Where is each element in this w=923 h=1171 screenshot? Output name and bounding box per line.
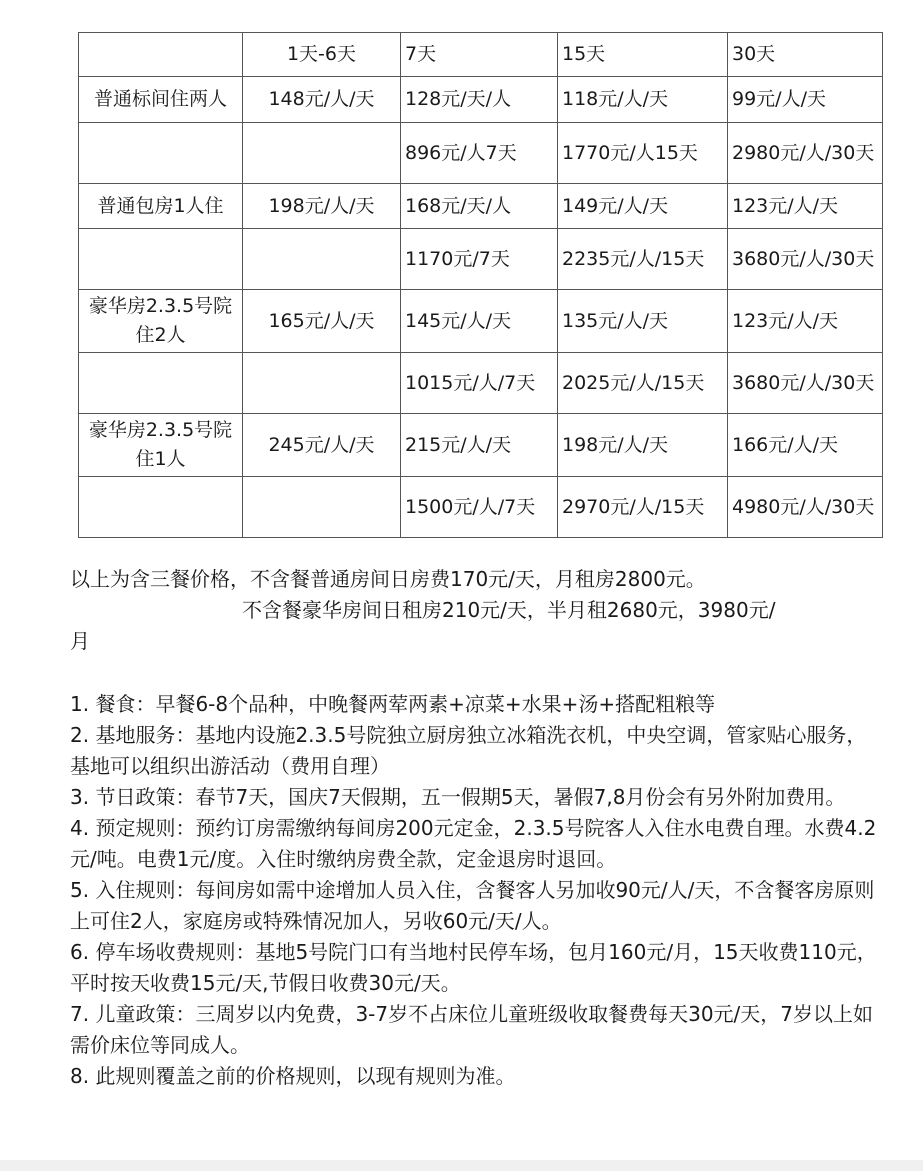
room-type-cell: [79, 353, 243, 414]
table-cell: 198元/人/天: [558, 414, 728, 477]
table-cell: 245元/人/天: [243, 414, 401, 477]
table-cell: [243, 229, 401, 290]
table-row: [79, 184, 883, 229]
rule-item: 1. 餐食：早餐6-8个品种，中晚餐两荤两素+凉菜+水果+汤+搭配粗粮等: [70, 692, 716, 716]
rule-item: 2. 基地服务：基地内设施2.3.5号院独立厨房独立冰箱洗衣机，中央空调，管家贴心服务，基地可以组织出游活动（费用自理）: [70, 723, 867, 778]
table-row: [79, 123, 883, 184]
table-cell: 2980元/人/30天: [728, 123, 883, 184]
rules-list: [70, 689, 882, 1092]
table-row: [79, 414, 883, 477]
room-type-cell: [79, 477, 243, 538]
meal-price-note: 以上为含三餐价格，不含餐普通房间日房费170元/天，月租房2800元。: [70, 567, 706, 591]
room-type-cell: [79, 229, 243, 290]
luxury-price-note-end: 月: [70, 629, 90, 653]
table-cell: 1500元/人/7天: [401, 477, 558, 538]
table-cell: 2235元/人/15天: [558, 229, 728, 290]
bottom-edge: [0, 1160, 923, 1171]
table-cell: 128元/天/人: [401, 77, 558, 123]
table-header-row: [79, 33, 883, 77]
table-cell: [243, 477, 401, 538]
rule-item: 8. 此规则覆盖之前的价格规则，以现有规则为准。: [70, 1064, 516, 1088]
table-cell: 145元/人/天: [401, 290, 558, 353]
table-cell: 165元/人/天: [243, 290, 401, 353]
table-cell: 198元/人/天: [243, 184, 401, 229]
luxury-price-note: 不含餐豪华房间日租房210元/天，半月租2680元，3980元/: [242, 598, 776, 622]
notes-section: [70, 564, 882, 1092]
rule-item: 7. 儿童政策：三周岁以内免费，3-7岁不占床位儿童班级收取餐费每天30元/天，7岁以上如需价床位等同成人。: [70, 1002, 874, 1057]
header-cell: 15天: [558, 33, 728, 77]
rule-item: 5. 入住规则：每间房如需中途增加人员入住，含餐客人另加收90元/人/天，不含餐客房原则上可住2人，家庭房或特殊情况加人，另收60元/天/人。: [70, 878, 875, 933]
header-cell: 30天: [728, 33, 883, 77]
room-type-cell: [79, 123, 243, 184]
table-row: [79, 477, 883, 538]
table-row: [79, 353, 883, 414]
table-cell: 123元/人/天: [728, 184, 883, 229]
table-cell: 118元/人/天: [558, 77, 728, 123]
header-cell: 1天-6天: [243, 33, 401, 77]
table-cell: 149元/人/天: [558, 184, 728, 229]
table-cell: 168元/天/人: [401, 184, 558, 229]
table-row: [79, 229, 883, 290]
table-cell: 3680元/人/30天: [728, 229, 883, 290]
table-cell: 215元/人/天: [401, 414, 558, 477]
table-cell: 1170元/7天: [401, 229, 558, 290]
rule-item: 4. 预定规则：预约订房需缴纳每间房200元定金，2.3.5号院客人入住水电费自理。水费4.2元/吨。电费1元/度。入住时缴纳房费全款，定金退房时退回。: [70, 816, 877, 871]
table-cell: 3680元/人/30天: [728, 353, 883, 414]
table-cell: [243, 353, 401, 414]
table-row: [79, 77, 883, 123]
table-cell: 1015元/人/7天: [401, 353, 558, 414]
table-cell: 4980元/人/30天: [728, 477, 883, 538]
table-cell: 123元/人/天: [728, 290, 883, 353]
table-cell: 135元/人/天: [558, 290, 728, 353]
table-cell: 2025元/人/15天: [558, 353, 728, 414]
price-table: [78, 32, 883, 538]
rule-item: 6. 停车场收费规则：基地5号院门口有当地村民停车场，包月160元/月，15天收费110元，平时按天收费15元/天,节假日收费30元/天。: [70, 940, 877, 995]
table-cell: 148元/人/天: [243, 77, 401, 123]
header-cell: [79, 33, 243, 77]
table-cell: 2970元/人/15天: [558, 477, 728, 538]
room-type-cell: 普通标间住两人: [79, 77, 243, 123]
room-type-cell: 豪华房2.3.5号院住1人: [79, 414, 243, 477]
table-row: [79, 290, 883, 353]
table-cell: 99元/人/天: [728, 77, 883, 123]
table-cell: 896元/人7天: [401, 123, 558, 184]
header-cell: 7天: [401, 33, 558, 77]
table-cell: 1770元/人15天: [558, 123, 728, 184]
rule-item: 3. 节日政策：春节7天，国庆7天假期，五一假期5天，暑假7,8月份会有另外附加费用。: [70, 785, 846, 809]
room-type-cell: 豪华房2.3.5号院住2人: [79, 290, 243, 353]
table-cell: 166元/人/天: [728, 414, 883, 477]
room-type-cell: 普通包房1人住: [79, 184, 243, 229]
table-cell: [243, 123, 401, 184]
